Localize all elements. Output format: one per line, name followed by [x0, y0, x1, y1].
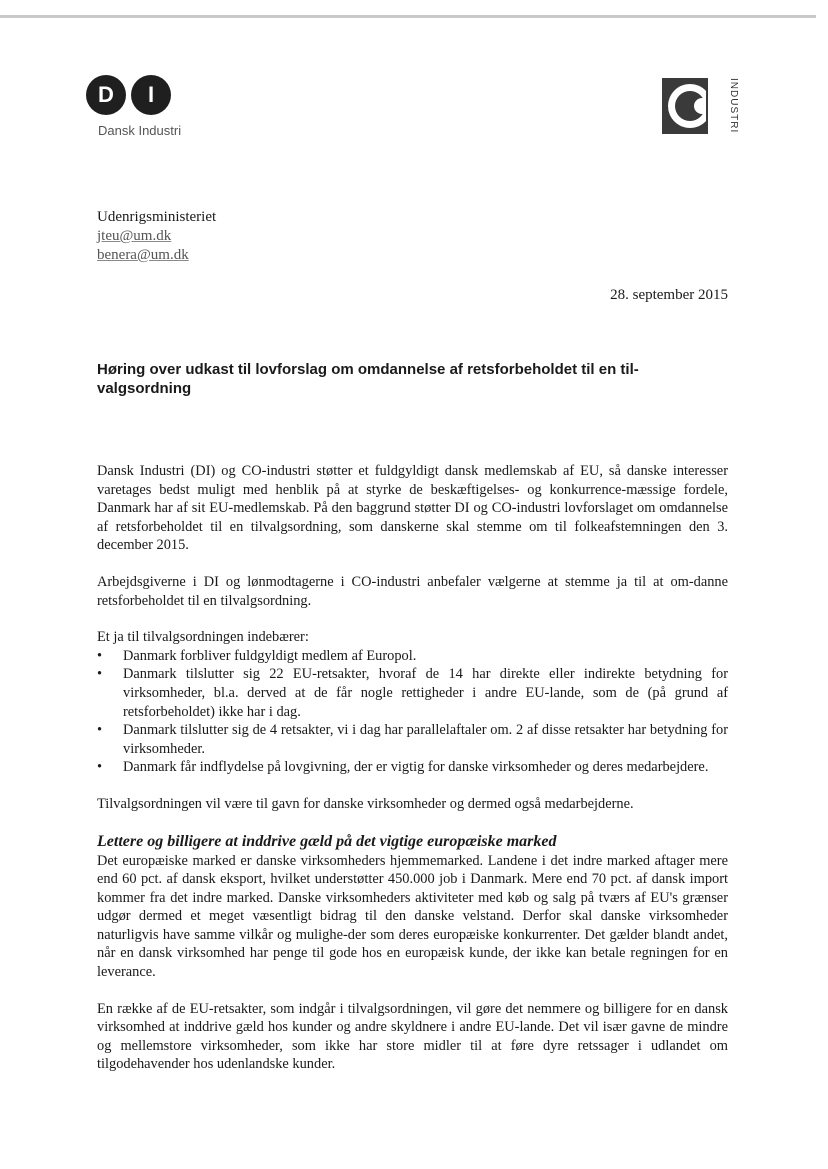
list-item: • Danmark får indflydelse på lovgivning, der er vigtig for danske virksomheder og deres medarbejdere.: [97, 758, 728, 777]
co-industri-logo: [662, 78, 742, 136]
section-paragraph: Det europæiske marked er danske virksomheders hjemmemarked. Landene i det indre marked aftager mere end 60 pct. af dansk eksport, hvilket understøtter 450.000 job i Danmark. Mere end 70 pct. af dansk import kommer fra det indre marked. Danske virksomheders aktiviteter med køb og salg på tværs af EU's grænser udgør dermed et meget væsentligt bidrag til den danske velstand. Derfor skal danske virksomheder naturligvis have samme vilkår og mulighe-der som deres europæiske konkurrenter. Det gælder blandt andet, når en dansk virksomhed har penge til gode hos en europæisk kunde, der ikke kan betale regningen for en leverance.: [97, 852, 728, 981]
body-paragraph: Dansk Industri (DI) og CO-industri støtter et fuldgyldigt dansk medlemskab af EU, så danske interesser varetages bedst muligt med henblik på at styrke de beskæftigelses- og konkurrence-mæssige fordele, Danmark har af sit EU-medlemskab. På den baggrund støtter DI og CO-industri lovforslaget om omdannelse af retsforbeholdet til en tilvalgsordning, som danskerne skal stemme om til folkeafstemningen den 3. december 2015.: [97, 463, 728, 554]
di-logo-caption: Dansk Industri: [98, 123, 182, 138]
di-logo-i-circle: I: [131, 75, 171, 115]
di-logo-d-circle: D: [86, 75, 126, 115]
benefit-list: [97, 647, 728, 777]
letter-date: 28. september 2015: [610, 287, 728, 303]
section-paragraph: En række af de EU-retsakter, som indgår i tilvalgsordningen, vil gøre det nemmere og billigere for en dansk virksomhed at inddrive gæld hos kunder og andre skyldnere i andre EU-lande. Det vil især gavne de mindre og mellemstore virksomheder, som ikke har store midler til at føre dyre retssager i udlandet om tilgodehavender hos udenlandske kunder.: [97, 1000, 728, 1073]
letter-title: Høring over udkast til lovforslag om omdannelse af retsforbeholdet til en til-valgsordning: [97, 361, 639, 397]
list-item: • Danmark tilslutter sig 22 EU-retsakter, hvoraf de 14 har direkte eller indirekte betydning for virksomheder, bl.a. derved at de får nogle rettigheder i andre EU-lande, som de (på grund af retsforbeholdet) ikke har i dag.: [97, 665, 728, 721]
recipient-block: [97, 208, 216, 265]
list-intro: Et ja til tilvalgsordningen indebærer:: [97, 629, 309, 646]
co-logo-mark-icon: [662, 78, 720, 134]
recipient-email-link[interactable]: benera@um.dk: [97, 247, 189, 263]
recipient-email-link[interactable]: jteu@um.dk: [97, 228, 172, 244]
letter-body: [97, 462, 728, 1092]
closing-paragraph: Tilvalgsordningen vil være til gavn for danske virksomheder og dermed også medarbejderne.: [97, 795, 634, 812]
recipient-name: Udenrigsministeriet: [97, 209, 217, 225]
list-item: • Danmark forbliver fuldgyldigt medlem af Europol.: [97, 647, 728, 666]
scan-edge-line: [0, 15, 816, 18]
section-heading: Lettere og billigere at inddrive gæld på det vigtige europæiske marked: [97, 832, 557, 850]
body-paragraph: Arbejdsgiverne i DI og lønmodtagerne i CO-industri anbefaler vælgerne at stemme ja til at om-danne retsforbeholdet til en tilvalgsordning.: [97, 573, 728, 609]
di-logo: [86, 75, 206, 145]
list-item: • Danmark tilslutter sig de 4 retsakter, vi i dag har parallelaftaler om. 2 af disse retsakter har betydning for virksomheder.: [97, 721, 728, 758]
co-logo-word: INDUSTRI: [728, 78, 739, 134]
